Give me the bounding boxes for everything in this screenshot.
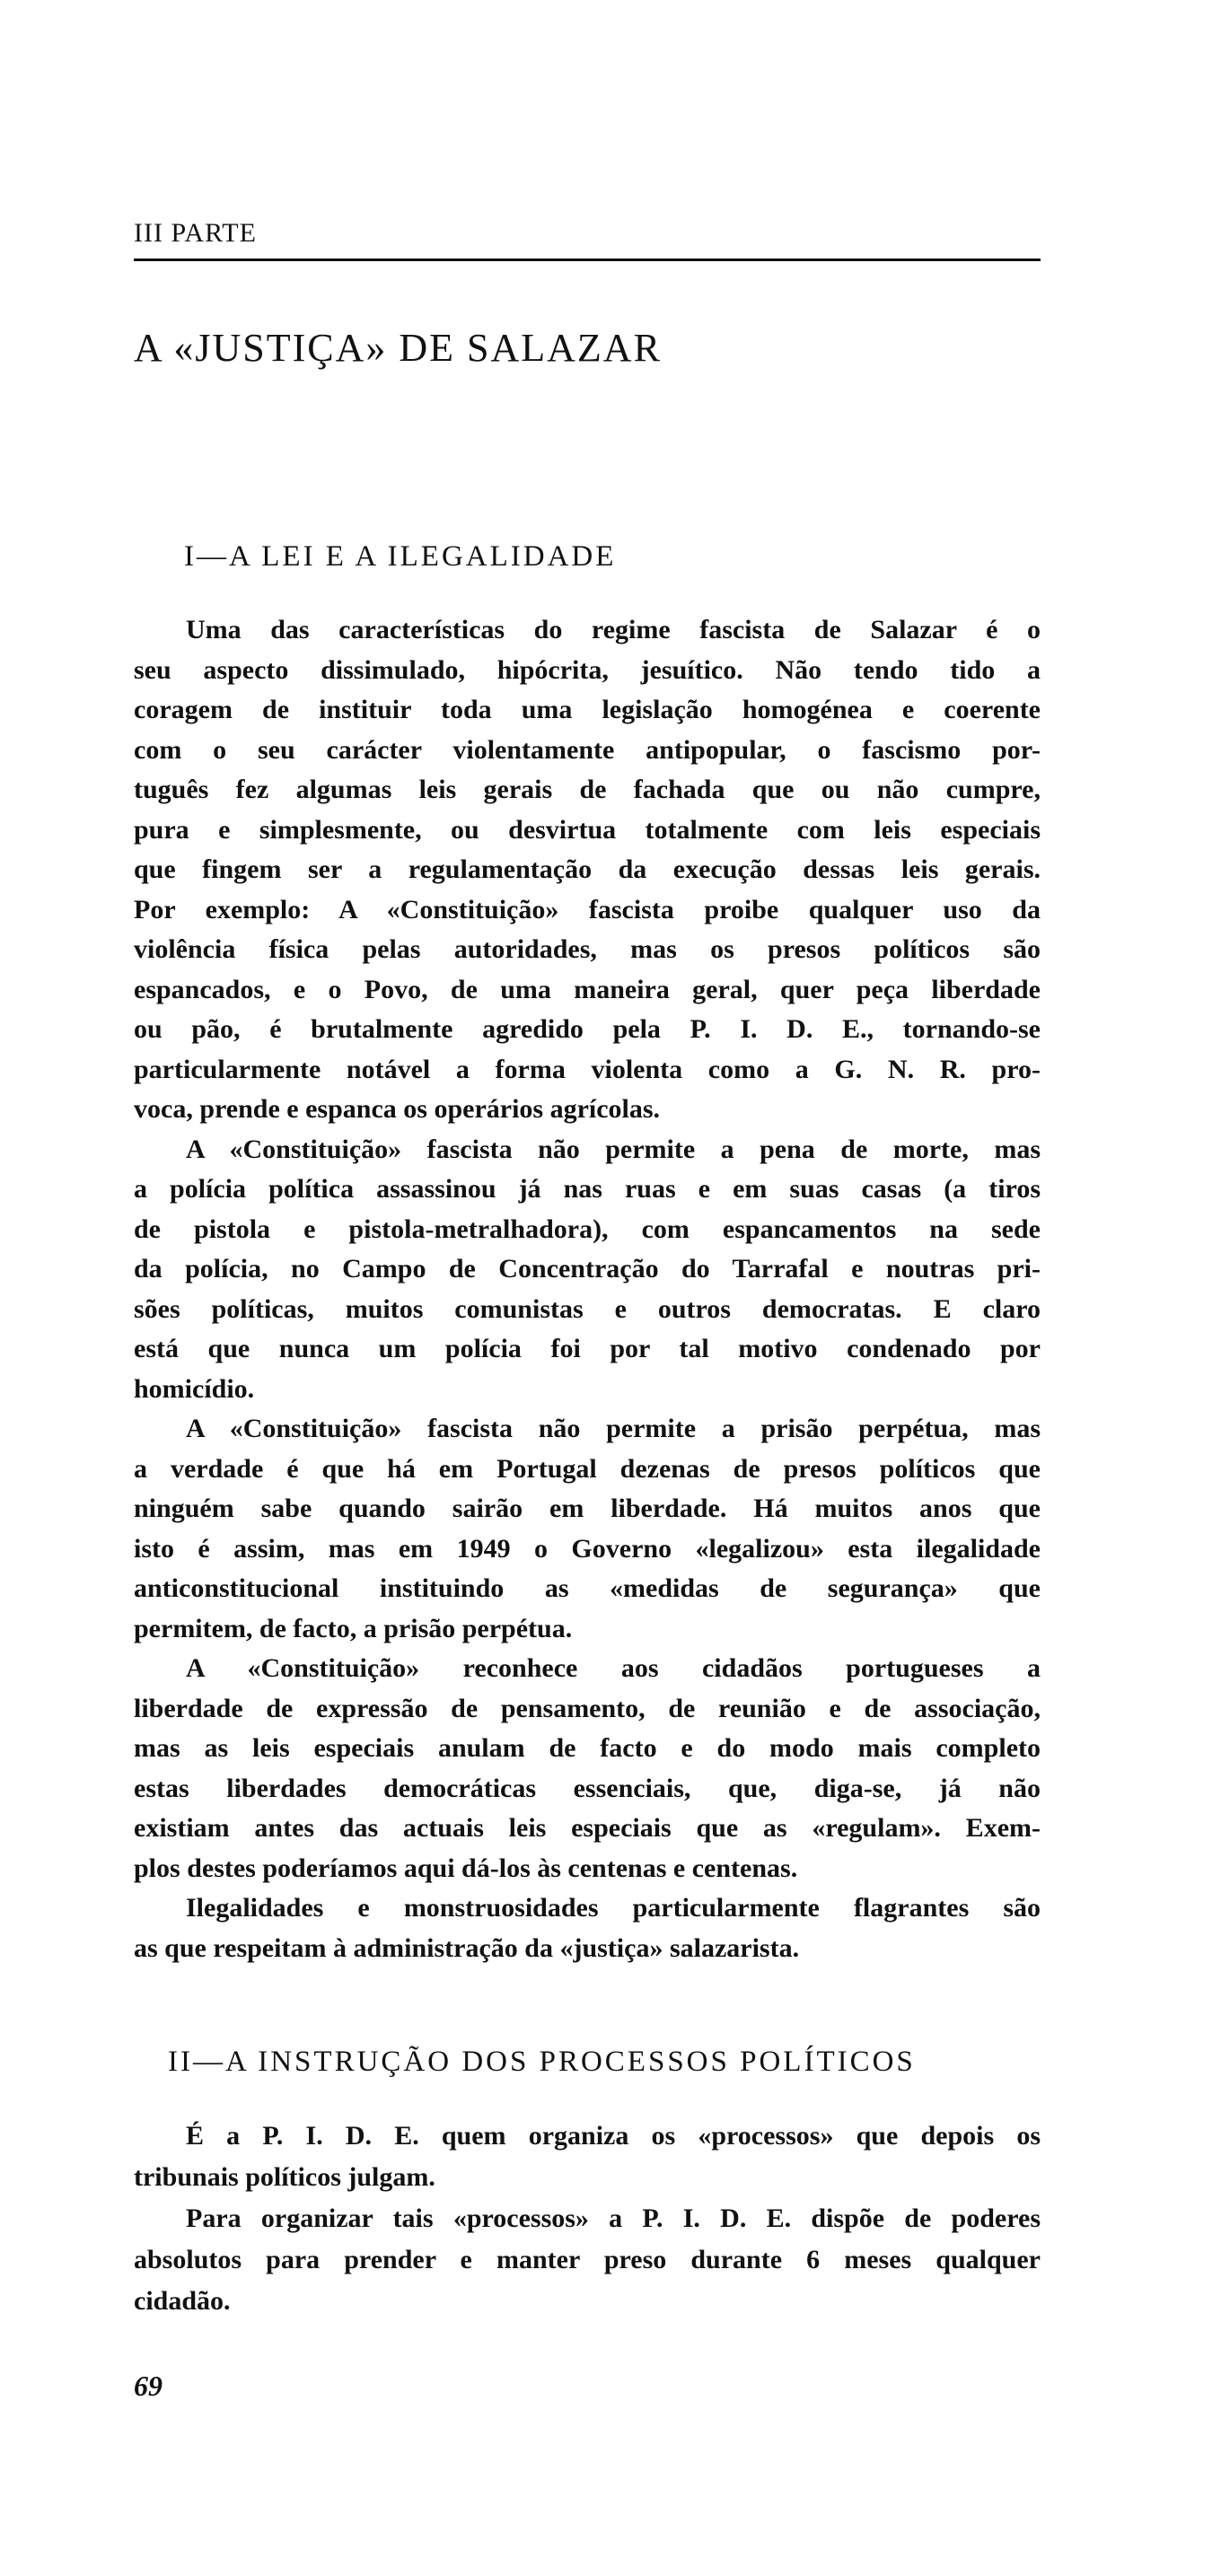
paragraph xyxy=(134,1888,1041,1968)
text-line: pura e simplesmente, ou desvirtua totalmente com leis especiais xyxy=(134,814,1041,845)
section-heading-1: I—A LEI E A ILEGALIDADE xyxy=(184,540,617,573)
section-heading-2: II—A INSTRUÇÃO DOS PROCESSOS POLÍTICOS xyxy=(168,2046,916,2078)
text-line: isto é assim, mas em 1949 o Governo «legalizou» esta ilegalidade xyxy=(134,1533,1041,1564)
text-line: coragem de instituir toda uma legislação homogénea e coerente xyxy=(134,695,1041,724)
chapter-title: A «JUSTIÇA» DE SALAZAR xyxy=(134,326,662,370)
text-line: espancados, e o Povo, de uma maneira geral, quer peça liberdade xyxy=(134,974,1041,1004)
section-body-1 xyxy=(134,610,1041,1968)
text-line: É a P. I. D. E. quem organiza os «processos» que depois os xyxy=(186,2121,1041,2151)
text-line: tuguês fez algumas leis gerais de fachada que ou não cumpre, xyxy=(134,775,1041,804)
paragraph xyxy=(134,2198,1041,2322)
text-line: seu aspecto dissimulado, hipócrita, jesuítico. Não tendo tido a xyxy=(134,654,1041,685)
text-line: liberdade de expressão de pensamento, de reunião e de associação, xyxy=(134,1693,1041,1723)
paragraph xyxy=(134,1649,1041,1888)
text-line: A «Constituição» fascista não permite a prisão perpétua, mas xyxy=(186,1414,1041,1443)
text-line: A «Constituição» reconhece aos cidadãos portugueses a xyxy=(186,1653,1041,1683)
text-line: Para organizar tais «processos» a P. I. D. E. dispõe de poderes xyxy=(186,2204,1041,2233)
text-line: da polícia, no Campo de Concentração do Tarrafal e noutras pri- xyxy=(134,1254,1041,1284)
text-line: Ilegalidades e monstruosidades particularmente flagrantes são xyxy=(186,1893,1041,1923)
text-line: particularmente notável a forma violenta como a G. N. R. pro- xyxy=(134,1054,1041,1084)
header-rule xyxy=(134,258,1041,261)
text-line: com o seu carácter violentamente antipopular, o fascismo por- xyxy=(134,734,1041,765)
text-line: que fingem ser a regulamentação da execução dessas leis gerais. xyxy=(134,854,1041,884)
paragraph xyxy=(134,1409,1041,1649)
text-line: estas liberdades democráticas essenciais, que, diga-se, já não xyxy=(134,1773,1041,1803)
text-line: voca, prende e espanca os operários agrícolas. xyxy=(134,1094,661,1124)
text-line: Uma das características do regime fascista de Salazar é o xyxy=(186,615,1041,644)
text-line: A «Constituição» fascista não permite a pena de morte, mas xyxy=(186,1134,1041,1164)
text-line: de pistola e pistola-metralhadora), com espancamentos na sede xyxy=(134,1214,1041,1244)
text-line: anticonstitucional instituindo as «medidas de segurança» que xyxy=(134,1573,1041,1603)
paragraph xyxy=(134,1130,1041,1410)
text-line: plos destes poderíamos aqui dá-los às centenas e centenas. xyxy=(134,1853,798,1883)
text-line: a verdade é que há em Portugal dezenas de presos políticos que xyxy=(134,1453,1041,1484)
text-line: as que respeitam à administração da «justiça» salazarista. xyxy=(134,1932,800,1963)
text-line: absolutos para prender e manter preso durante 6 meses qualquer xyxy=(134,2245,1041,2274)
page-number: 69 xyxy=(134,2370,163,2402)
text-line: ou pão, é brutalmente agredido pela P. I. D. E., tornando-se xyxy=(134,1014,1041,1044)
text-line: tribunais políticos julgam. xyxy=(134,2162,435,2192)
text-line: está que nunca um polícia foi por tal motivo condenado por xyxy=(134,1334,1041,1363)
text-line: sões políticas, muitos comunistas e outros democratas. E claro xyxy=(134,1293,1041,1324)
text-line: violência física pelas autoridades, mas os presos políticos são xyxy=(134,934,1041,964)
paragraph xyxy=(134,2116,1041,2198)
paragraph xyxy=(134,610,1041,1130)
section-body-2 xyxy=(134,2116,1041,2322)
text-line: homicídio. xyxy=(134,1373,255,1404)
text-line: existiam antes das actuais leis especiais que as «regulam». Exem- xyxy=(134,1813,1041,1843)
text-line: ninguém sabe quando sairão em liberdade. Há muitos anos que xyxy=(134,1494,1041,1523)
text-line: mas as leis especiais anulam de facto e do modo mais completo xyxy=(134,1733,1041,1763)
text-line: cidadão. xyxy=(134,2286,231,2316)
text-line: a polícia política assassinou já nas ruas e em suas casas (a tiros xyxy=(134,1174,1041,1204)
text-line: permitem, de facto, a prisão perpétua. xyxy=(134,1613,573,1643)
text-line: Por exemplo: A «Constituição» fascista proibe qualquer uso da xyxy=(134,894,1041,924)
part-label: III PARTE xyxy=(134,218,257,248)
